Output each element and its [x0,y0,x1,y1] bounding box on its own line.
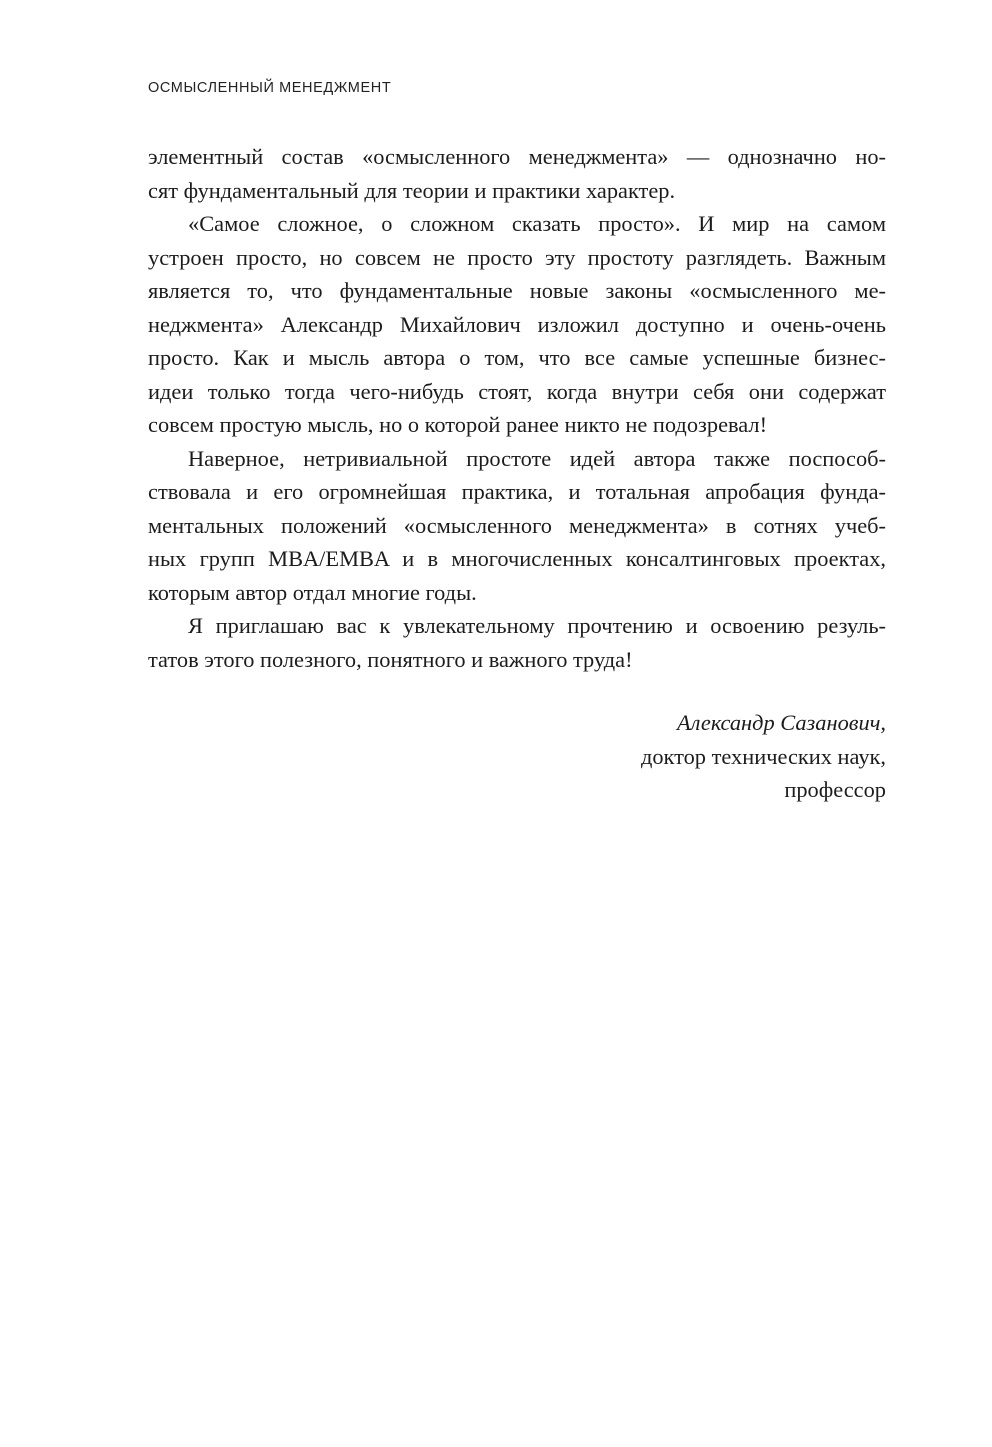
text-line: «Самое сложное, о сложном сказать просто». И мир на самом [188,211,886,236]
text-line: ствовала и его огромнейшая практика, и тотальная апробация фунда- [148,479,886,504]
text-line: ментальных положений «осмысленного менеджмента» в сотнях учеб- [148,512,886,538]
text-line: просто. Как и мысль автора о том, что все самые успешные бизнес- [148,345,886,370]
text-line: Наверное, нетривиальной простоте идей автора также поспособ- [188,445,886,471]
signature-block [641,706,886,807]
text-line: элементный состав «осмысленного менеджмента» — однозначно но- [148,144,886,169]
signature-title: профессор [784,777,886,802]
text-line: совсем простую мысль, но о которой ранее никто не подозревал! [148,412,768,437]
signature-degree: доктор технических наук, [640,743,886,769]
running-header: ОСМЫСЛЕННЫЙ МЕНЕДЖМЕНТ [148,80,392,96]
text-line: идеи только тогда чего-нибудь стоят, когда внутри себя они содержат [148,378,886,404]
text-line: татов этого полезного, понятного и важного труда! [148,646,633,672]
text-line: ных групп MBA/EMBA и в многочисленных консалтинговых проектах, [148,546,886,571]
body-text [148,140,886,676]
text-line: является то, что фундаментальные новые законы «осмысленного ме- [148,278,886,303]
text-line: сят фундаментальный для теории и практики характер. [148,177,676,203]
text-line: неджмента» Александр Михайлович изложил доступно и очень-очень [148,311,886,337]
text-line: Я приглашаю вас к увлекательному прочтению и освоению резуль- [188,613,886,638]
text-line: которым автор отдал многие годы. [148,579,477,605]
signature-author: Александр Сазанович, [676,710,886,735]
text-line: устроен просто, но совсем не просто эту простоту разглядеть. Важным [148,244,886,270]
